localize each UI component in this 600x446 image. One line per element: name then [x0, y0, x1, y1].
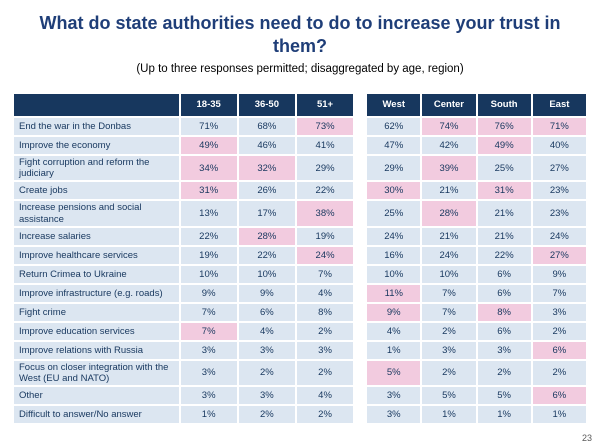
- region-value-cell: 2%: [533, 323, 586, 340]
- age-value-cell: 4%: [239, 323, 295, 340]
- age-value-cell: 22%: [181, 228, 237, 245]
- age-value-cell: 17%: [239, 201, 295, 225]
- age-value-cell: 7%: [181, 304, 237, 321]
- region-value-cell: 1%: [367, 342, 420, 359]
- row-label: Fight crime: [14, 304, 179, 321]
- age-value-cell: 3%: [181, 361, 237, 385]
- table-row: [14, 406, 586, 423]
- table-row: [14, 285, 586, 302]
- region-value-cell: 16%: [367, 247, 420, 264]
- column-gap: [355, 387, 365, 404]
- row-label: Difficult to answer/No answer: [14, 406, 179, 423]
- age-value-cell: 13%: [181, 201, 237, 225]
- region-value-cell: 5%: [478, 387, 531, 404]
- row-label: Increase pensions and social assistance: [14, 201, 179, 225]
- region-value-cell: 4%: [367, 323, 420, 340]
- region-value-cell: 76%: [478, 118, 531, 135]
- region-value-cell: 22%: [478, 247, 531, 264]
- col-header-region-center: Center: [422, 94, 475, 116]
- age-value-cell: 3%: [297, 342, 353, 359]
- column-gap: [355, 182, 365, 199]
- region-value-cell: 5%: [367, 361, 420, 385]
- column-gap: [355, 266, 365, 283]
- column-gap: [355, 342, 365, 359]
- age-value-cell: 10%: [239, 266, 295, 283]
- region-value-cell: 10%: [422, 266, 475, 283]
- region-value-cell: 1%: [533, 406, 586, 423]
- region-value-cell: 3%: [367, 387, 420, 404]
- row-label: End the war in the Donbas: [14, 118, 179, 135]
- table-row: [14, 182, 586, 199]
- age-value-cell: 2%: [297, 323, 353, 340]
- row-label: Improve healthcare services: [14, 247, 179, 264]
- region-value-cell: 28%: [422, 201, 475, 225]
- age-value-cell: 28%: [239, 228, 295, 245]
- age-value-cell: 9%: [181, 285, 237, 302]
- age-value-cell: 2%: [239, 406, 295, 423]
- col-header-age-18-35: 18-35: [181, 94, 237, 116]
- age-value-cell: 4%: [297, 285, 353, 302]
- region-value-cell: 7%: [422, 304, 475, 321]
- age-value-cell: 4%: [297, 387, 353, 404]
- region-value-cell: 40%: [533, 137, 586, 154]
- age-value-cell: 3%: [239, 342, 295, 359]
- region-value-cell: 23%: [533, 182, 586, 199]
- table-row: [14, 156, 586, 180]
- column-gap: [355, 201, 365, 225]
- table-row: [14, 247, 586, 264]
- region-value-cell: 7%: [422, 285, 475, 302]
- age-value-cell: 46%: [239, 137, 295, 154]
- table-row: [14, 361, 586, 385]
- age-value-cell: 3%: [181, 342, 237, 359]
- column-gap: [355, 94, 365, 116]
- row-label-header: [14, 94, 179, 116]
- column-gap: [355, 118, 365, 135]
- column-gap: [355, 156, 365, 180]
- region-value-cell: 8%: [478, 304, 531, 321]
- region-value-cell: 24%: [422, 247, 475, 264]
- region-value-cell: 24%: [533, 228, 586, 245]
- age-value-cell: 9%: [239, 285, 295, 302]
- column-gap: [355, 406, 365, 423]
- col-header-region-east: East: [533, 94, 586, 116]
- age-value-cell: 34%: [181, 156, 237, 180]
- region-value-cell: 6%: [533, 342, 586, 359]
- table-row: [14, 387, 586, 404]
- region-value-cell: 24%: [367, 228, 420, 245]
- age-value-cell: 22%: [297, 182, 353, 199]
- region-value-cell: 27%: [533, 247, 586, 264]
- region-value-cell: 6%: [533, 387, 586, 404]
- column-gap: [355, 247, 365, 264]
- col-header-region-south: South: [478, 94, 531, 116]
- region-value-cell: 21%: [478, 201, 531, 225]
- region-value-cell: 25%: [478, 156, 531, 180]
- row-label: Improve education services: [14, 323, 179, 340]
- row-label: Focus on closer integration with the West (EU and NATO): [14, 361, 179, 385]
- region-value-cell: 5%: [422, 387, 475, 404]
- age-value-cell: 29%: [297, 156, 353, 180]
- region-value-cell: 29%: [367, 156, 420, 180]
- age-value-cell: 8%: [297, 304, 353, 321]
- region-value-cell: 11%: [367, 285, 420, 302]
- region-value-cell: 25%: [367, 201, 420, 225]
- age-value-cell: 7%: [297, 266, 353, 283]
- table-row: [14, 228, 586, 245]
- age-value-cell: 10%: [181, 266, 237, 283]
- col-header-region-west: West: [367, 94, 420, 116]
- region-value-cell: 62%: [367, 118, 420, 135]
- row-label: Improve infrastructure (e.g. roads): [14, 285, 179, 302]
- column-gap: [355, 304, 365, 321]
- age-value-cell: 41%: [297, 137, 353, 154]
- header-row: [14, 94, 586, 116]
- region-value-cell: 39%: [422, 156, 475, 180]
- row-label: Increase salaries: [14, 228, 179, 245]
- region-value-cell: 9%: [533, 266, 586, 283]
- page-number: 23: [581, 433, 592, 443]
- region-value-cell: 6%: [478, 323, 531, 340]
- region-value-cell: 2%: [422, 361, 475, 385]
- age-value-cell: 2%: [297, 406, 353, 423]
- region-value-cell: 31%: [478, 182, 531, 199]
- region-value-cell: 6%: [478, 285, 531, 302]
- region-value-cell: 2%: [533, 361, 586, 385]
- age-value-cell: 31%: [181, 182, 237, 199]
- age-value-cell: 3%: [239, 387, 295, 404]
- age-value-cell: 19%: [297, 228, 353, 245]
- table-row: [14, 342, 586, 359]
- col-header-age-51plus: 51+: [297, 94, 353, 116]
- region-value-cell: 47%: [367, 137, 420, 154]
- age-value-cell: 7%: [181, 323, 237, 340]
- age-value-cell: 24%: [297, 247, 353, 264]
- table-row: [14, 304, 586, 321]
- region-value-cell: 23%: [533, 201, 586, 225]
- row-label: Improve relations with Russia: [14, 342, 179, 359]
- region-value-cell: 49%: [478, 137, 531, 154]
- region-value-cell: 71%: [533, 118, 586, 135]
- row-label: Fight corruption and reform the judiciary: [14, 156, 179, 180]
- results-table-wrap: [12, 92, 588, 425]
- row-label: Improve the economy: [14, 137, 179, 154]
- age-value-cell: 49%: [181, 137, 237, 154]
- table-row: [14, 118, 586, 135]
- age-value-cell: 6%: [239, 304, 295, 321]
- table-row: [14, 266, 586, 283]
- column-gap: [355, 137, 365, 154]
- region-value-cell: 74%: [422, 118, 475, 135]
- row-label: Create jobs: [14, 182, 179, 199]
- table-row: [14, 137, 586, 154]
- region-value-cell: 2%: [422, 323, 475, 340]
- age-value-cell: 32%: [239, 156, 295, 180]
- page-title: What do state authorities need to do to increase your trust in them?: [39, 13, 561, 57]
- col-header-age-36-50: 36-50: [239, 94, 295, 116]
- row-label: Return Crimea to Ukraine: [14, 266, 179, 283]
- region-value-cell: 3%: [478, 342, 531, 359]
- region-value-cell: 10%: [367, 266, 420, 283]
- column-gap: [355, 323, 365, 340]
- region-value-cell: 27%: [533, 156, 586, 180]
- column-gap: [355, 361, 365, 385]
- region-value-cell: 6%: [478, 266, 531, 283]
- region-value-cell: 7%: [533, 285, 586, 302]
- table-body: [14, 118, 586, 423]
- age-value-cell: 3%: [181, 387, 237, 404]
- age-value-cell: 26%: [239, 182, 295, 199]
- column-gap: [355, 285, 365, 302]
- table-row: [14, 201, 586, 225]
- age-value-cell: 73%: [297, 118, 353, 135]
- age-value-cell: 19%: [181, 247, 237, 264]
- age-value-cell: 2%: [297, 361, 353, 385]
- age-value-cell: 38%: [297, 201, 353, 225]
- age-value-cell: 1%: [181, 406, 237, 423]
- age-value-cell: 2%: [239, 361, 295, 385]
- region-value-cell: 3%: [533, 304, 586, 321]
- region-value-cell: 1%: [478, 406, 531, 423]
- region-value-cell: 21%: [422, 182, 475, 199]
- region-value-cell: 3%: [422, 342, 475, 359]
- region-value-cell: 9%: [367, 304, 420, 321]
- table-row: [14, 323, 586, 340]
- region-value-cell: 2%: [478, 361, 531, 385]
- region-value-cell: 42%: [422, 137, 475, 154]
- age-value-cell: 71%: [181, 118, 237, 135]
- region-value-cell: 30%: [367, 182, 420, 199]
- region-value-cell: 21%: [478, 228, 531, 245]
- age-value-cell: 68%: [239, 118, 295, 135]
- region-value-cell: 3%: [367, 406, 420, 423]
- subtitle: (Up to three responses permitted; disaggregated by age, region): [136, 63, 464, 76]
- results-table: [12, 92, 588, 425]
- row-label: Other: [14, 387, 179, 404]
- column-gap: [355, 228, 365, 245]
- age-value-cell: 22%: [239, 247, 295, 264]
- region-value-cell: 1%: [422, 406, 475, 423]
- region-value-cell: 21%: [422, 228, 475, 245]
